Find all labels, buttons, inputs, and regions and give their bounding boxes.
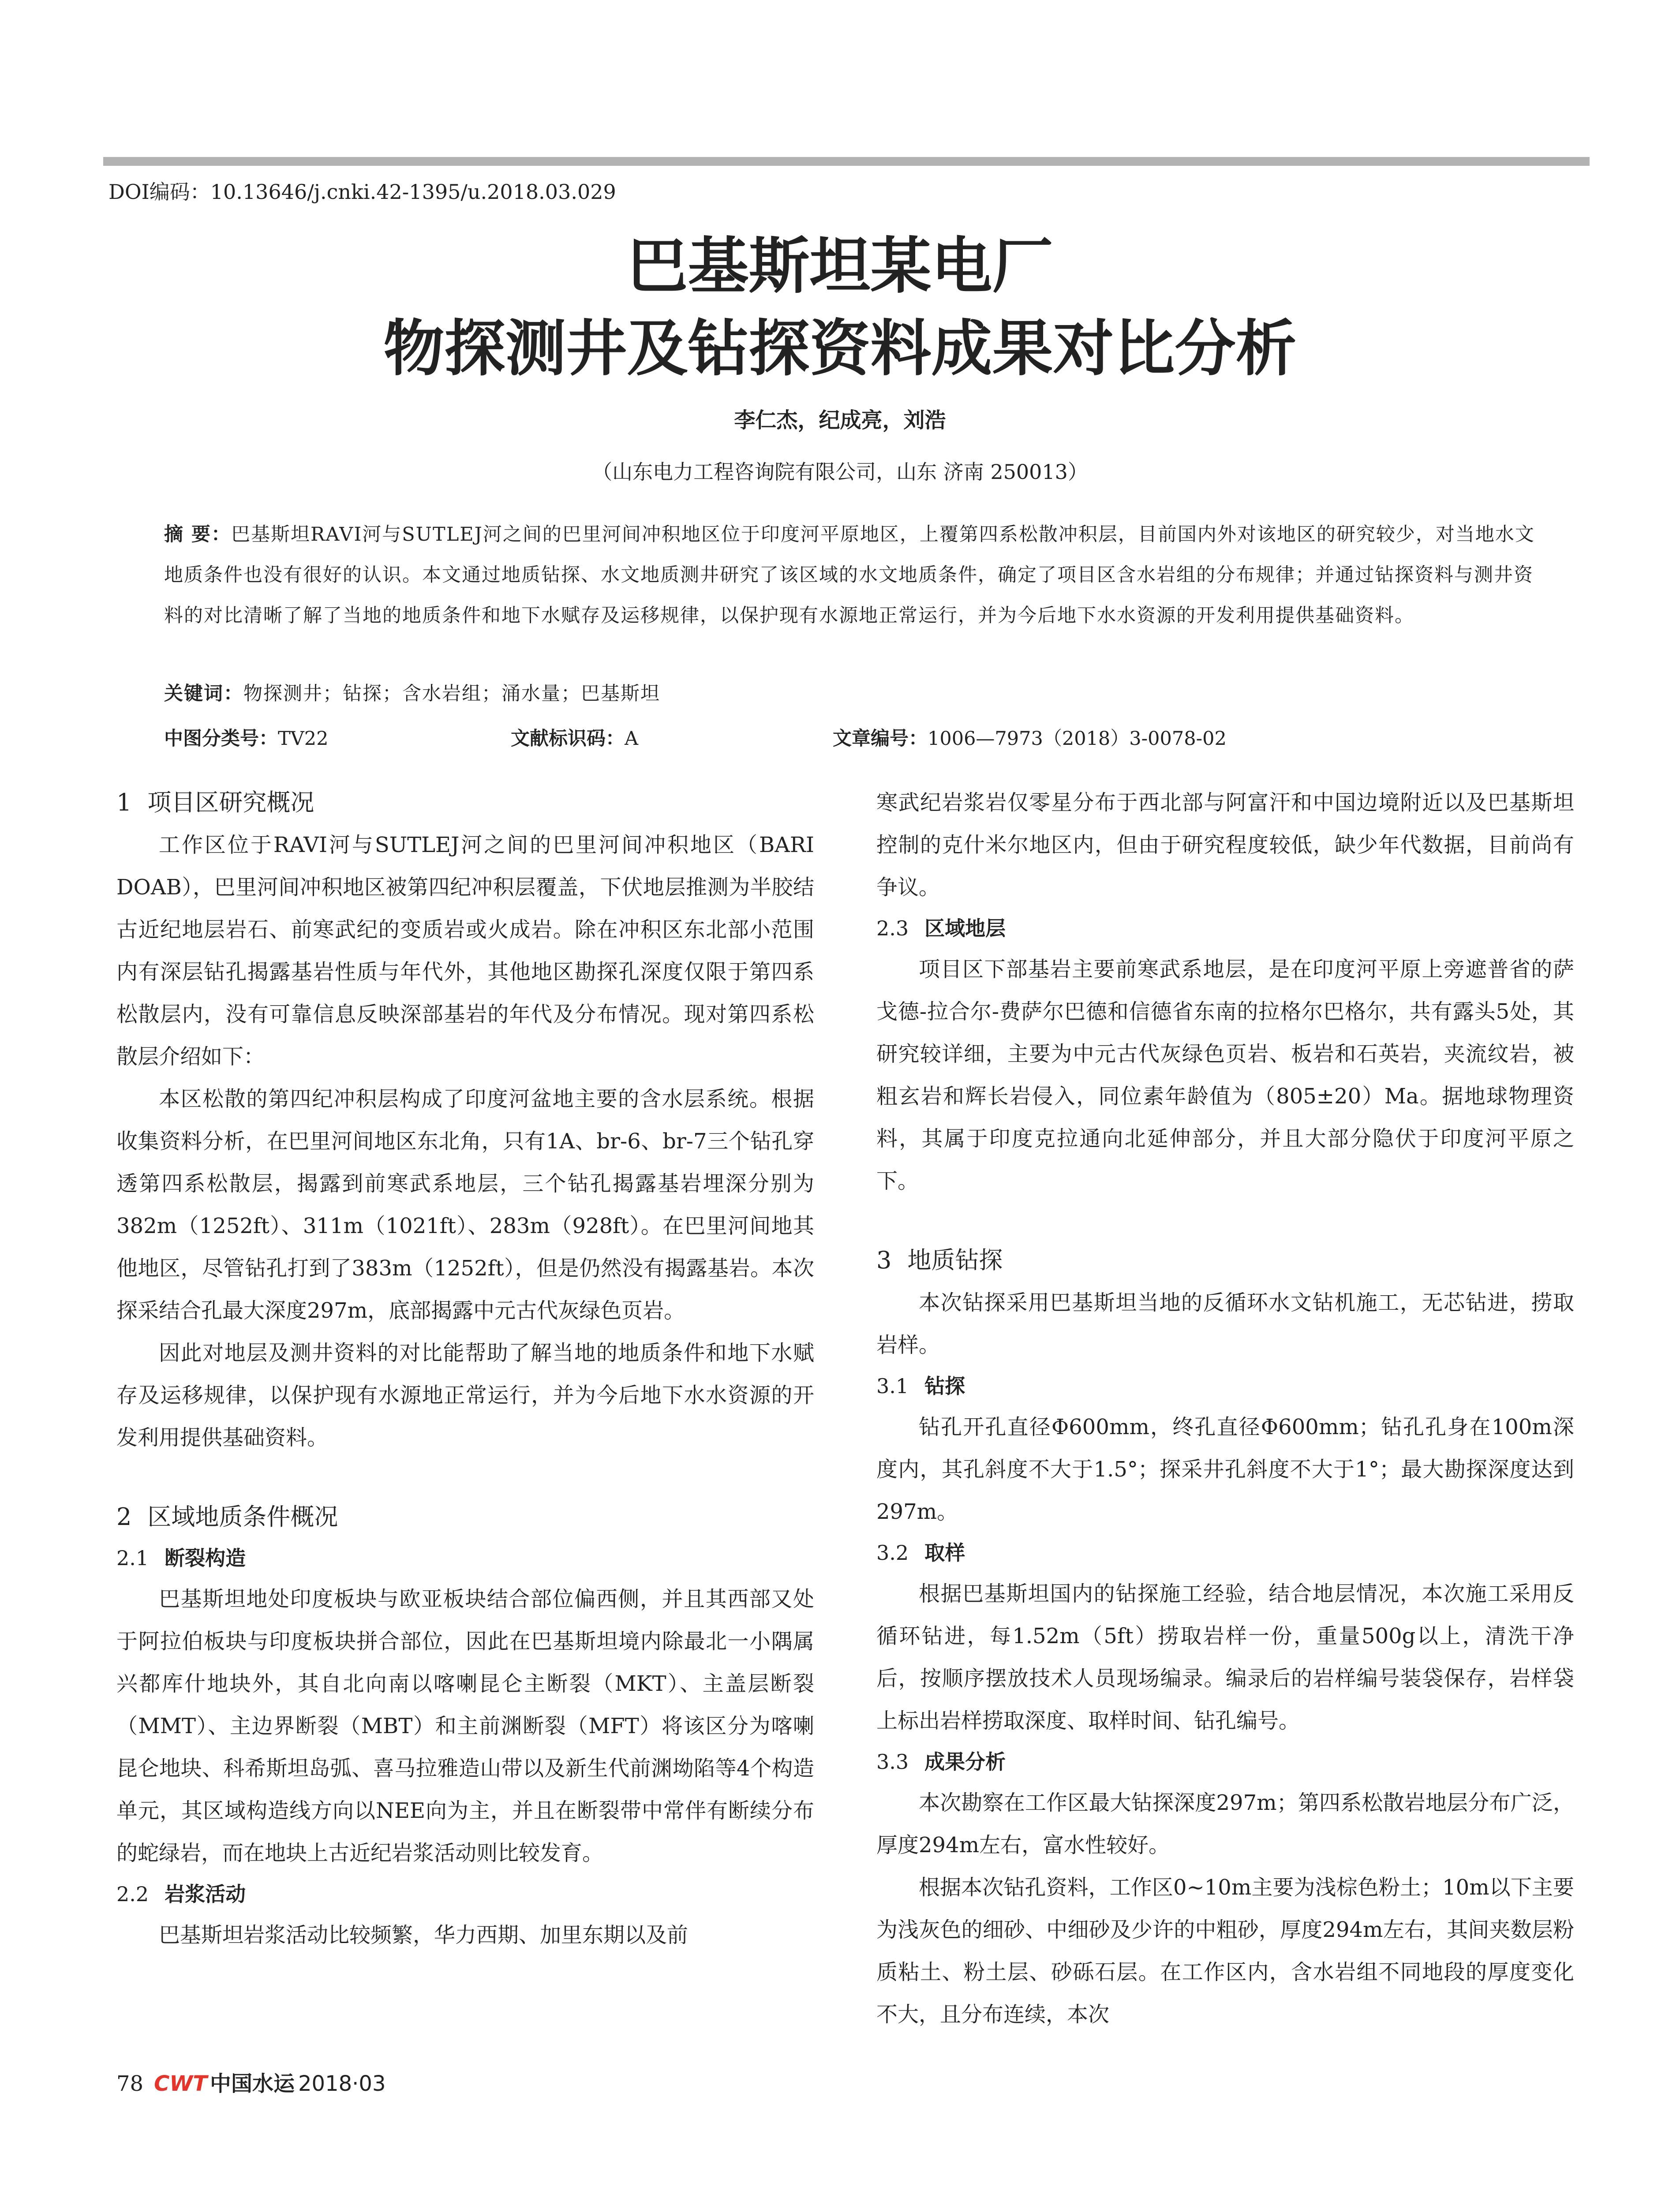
subsection-number: 2.3 — [876, 916, 909, 940]
clc-value: TV22 — [278, 728, 329, 750]
doc-label: 文献标识码： — [511, 728, 625, 750]
paragraph: 根据巴基斯坦国内的钻探施工经验，结合地层情况，本次施工采用反循环钻进，每1.52m（5ft）捞取岩样一份，重量500g以上，清洗干净后，按顺序摆放技术人员现场编录。编录后的岩样编号装袋保存，岩样袋上标出岩样捞取深度、取样时间、钻孔编号。 — [876, 1581, 1574, 1733]
title-line-2: 物探测井及钻探资料成果对比分析 — [383, 312, 1297, 384]
paragraph: 寒武纪岩浆岩仅零星分布于西北部与阿富汗和中国边境附近以及巴基斯坦控制的克什米尔地区内，但由于研究程度较低，缺少年代数据，目前尚有争议。 — [876, 790, 1574, 900]
authors: 李仁杰，纪成亮，刘浩 — [734, 408, 946, 433]
section-title: 地质钻探 — [907, 1246, 1003, 1274]
subsection-number: 2.1 — [116, 1546, 149, 1570]
subsection-number: 3.1 — [876, 1374, 909, 1398]
section-gap — [876, 1202, 1574, 1239]
section-1-heading — [116, 781, 814, 824]
clc-label: 中图分类号： — [164, 728, 278, 750]
subsection-number: 2.2 — [116, 1882, 149, 1906]
subsection-number: 3.2 — [876, 1541, 909, 1565]
magazine-name: 中国水运 — [210, 2071, 295, 2096]
subsection-2-2-heading — [116, 1874, 814, 1914]
abstract-text: 巴基斯坦RAVI河与SUTLEJ河之间的巴里河间冲积地区位于印度河平原地区，上覆第四系松散冲积层，目前国内外对该地区的研究较少，对当地水文地质条件也没有很好的认识。本文通过地质钻探、水文地质测井研究了该区域的水文地质条件，确定了项目区含水岩组的分布规律；并通过钻探资料与测井资料的对比清晰了解了当地的地质条件和地下水赋存及运移规律，以保护现有水源地正常运行，并为今后地下水水资源的开发利用提供基础资料。 — [164, 523, 1535, 627]
abstract — [164, 514, 1547, 636]
paragraph: 本次勘察在工作区最大钻探深度297m；第四系松散岩地层分布广泛，厚度294m左右，富水性较好。 — [876, 1790, 1574, 1857]
clc-number — [164, 723, 328, 754]
paragraph: 巴基斯坦岩浆活动比较频繁，华力西期、加里东期以及前 — [159, 1923, 688, 1947]
cwt-logo: CWT — [154, 2071, 207, 2096]
section-3-heading — [876, 1239, 1574, 1282]
left-column — [116, 781, 814, 1956]
subsection-title: 区域地层 — [924, 916, 1006, 940]
section-number: 2 — [116, 1503, 132, 1531]
doi-line: DOI编码：10.13646/j.cnki.42-1395/u.2018.03.029 — [109, 180, 616, 204]
page-footer — [116, 2068, 386, 2099]
section-title: 区域地质条件概况 — [147, 1503, 338, 1531]
subsection-number: 3.3 — [876, 1750, 909, 1774]
section-number: 1 — [116, 789, 132, 816]
section-number: 3 — [876, 1246, 892, 1274]
paragraph: 本次钻探采用巴基斯坦当地的反循环水文钻机施工，无芯钻进，捞取岩样。 — [876, 1290, 1574, 1357]
issue-number: 2018·03 — [298, 2071, 386, 2096]
abstract-label: 摘 要： — [164, 523, 231, 546]
art-label: 文章编号： — [833, 728, 928, 750]
right-column — [876, 781, 1574, 2036]
paragraph: 根据本次钻孔资料，工作区0~10m主要为浅棕色粉土；10m以下主要为浅灰色的细砂、中细砂及少许的中粗砂，厚度294m左右，其间夹数层粉质粘土、粉土层、砂砾石层。在工作区内，含水岩组不同地段的厚度变化不大，且分布连续，本次 — [876, 1875, 1574, 2027]
subsection-title: 取样 — [924, 1541, 965, 1565]
subsection-title: 成果分析 — [924, 1750, 1006, 1774]
subsection-title: 岩浆活动 — [165, 1882, 246, 1906]
subsection-2-1-heading — [116, 1538, 814, 1578]
title-line-1: 巴基斯坦某电厂 — [627, 230, 1053, 302]
keywords-text: 物探测井；钻探；含水岩组；涌水量；巴基斯坦 — [243, 683, 660, 705]
doc-value: A — [625, 728, 639, 750]
paragraph: 本区松散的第四纪冲积层构成了印度河盆地主要的含水层系统。根据收集资料分析，在巴里河间地区东北角，只有1A、br-6、br-7三个钻孔穿透第四系松散层，揭露到前寒武系地层，三个钻孔揭露基岩埋深分别为382m（1252ft）、311m（1021ft）、283m（928ft）。在巴里河间地其他地区，尽管钻孔打到了383m（1252ft），但是仍然没有揭露基岩。本次探采结合孔最大深度297m，底部揭露中元古代灰绿色页岩。 — [116, 1087, 814, 1323]
keywords-label: 关键词： — [164, 683, 243, 705]
subsection-3-2-heading — [876, 1533, 1574, 1573]
subsection-title: 断裂构造 — [165, 1546, 246, 1570]
section-2-heading — [116, 1496, 814, 1538]
paragraph: 工作区位于RAVI河与SUTLEJ河之间的巴里河间冲积地区（BARI DOAB），巴里河间冲积地区被第四纪冲积层覆盖，下伏地层推测为半胶结古近纪地层岩石、前寒武纪的变质岩或火成岩。除在冲积区东北部小范围内有深层钻孔揭露基岩性质与年代外，其他地区勘探孔深度仅限于第四系松散层内，没有可靠信息反映深部基岩的年代及分布情况。现对第四系松散层介绍如下： — [116, 833, 814, 1069]
article-number — [833, 723, 1227, 754]
paragraph: 巴基斯坦地处印度板块与欧亚板块结合部位偏西侧，并且其西部又处于阿拉伯板块与印度板块拼合部位，因此在巴基斯坦境内除最北一小隅属兴都库什地块外，其自北向南以喀喇昆仑主断裂（MKT）、主盖层断裂（MMT）、主边界断裂（MBT）和主前渊断裂（MFT）将该区分为喀喇昆仑地块、科希斯坦岛弧、喜马拉雅造山带以及新生代前渊坳陷等4个构造单元，其区域构造线方向以NEE向为主，并且在断裂带中常伴有断续分布的蛇绿岩，而在地块上古近纪岩浆活动则比较发育。 — [116, 1587, 814, 1865]
art-value: 1006—7973（2018）3-0078-02 — [928, 728, 1227, 750]
page-number: 78 — [116, 2071, 144, 2096]
section-title: 项目区研究概况 — [147, 789, 314, 816]
affiliation: （山东电力工程咨询院有限公司，山东 济南 250013） — [592, 460, 1088, 484]
paragraph: 因此对地层及测井资料的对比能帮助了解当地的地质条件和地下水赋存及运移规律，以保护现有水源地正常运行，并为今后地下水水资源的开发利用提供基础资料。 — [116, 1341, 814, 1450]
document-code — [511, 723, 638, 754]
subsection-3-3-heading — [876, 1742, 1574, 1782]
paragraph: 项目区下部基岩主要前寒武系地层，是在印度河平原上旁遮普省的萨戈德-拉合尔-费萨尔巴德和信德省东南的拉格尔巴格尔，共有露头5处，其研究较详细，主要为中元古代灰绿色页岩、板岩和石英岩，夹流纹岩，被粗玄岩和辉长岩侵入，同位素年龄值为（805±20）Ma。据地球物理资料，其属于印度克拉通向北延伸部分，并且大部分隐伏于印度河平原之下。 — [876, 957, 1574, 1193]
subsection-title: 钻探 — [924, 1374, 965, 1398]
section-gap — [116, 1459, 814, 1496]
subsection-2-3-heading — [876, 908, 1574, 948]
header-rule — [103, 157, 1590, 166]
paragraph: 钻孔开孔直径Φ600mm，终孔直径Φ600mm；钻孔孔身在100m深度内，其孔斜度不大于1.5°；探采井孔斜度不大于1°；最大勘探深度达到297m。 — [876, 1415, 1574, 1524]
subsection-3-1-heading — [876, 1366, 1574, 1406]
keywords — [164, 678, 1547, 709]
